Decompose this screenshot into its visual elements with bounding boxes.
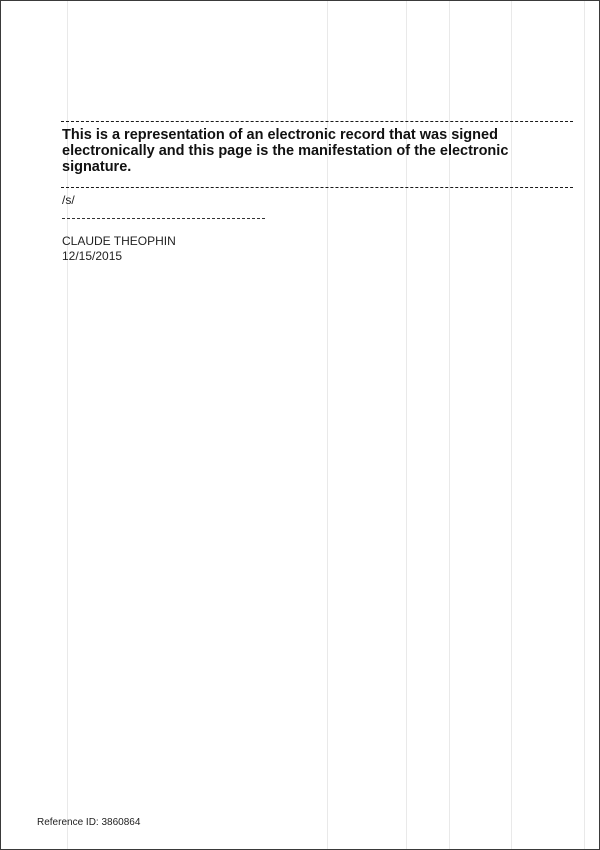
signed-date: 12/15/2015	[62, 249, 123, 263]
signature-line	[62, 218, 265, 219]
reference-id: Reference ID: 3860864	[37, 817, 141, 828]
top-divider	[61, 121, 573, 122]
scan-streak	[584, 1, 585, 849]
bottom-divider	[61, 187, 573, 188]
signature-mark: /s/	[62, 193, 75, 207]
signature-notice-heading: This is a representation of an electronic record that was signed electronically and this page is the manifestation of the electronic signature.	[62, 127, 509, 175]
signer-name: CLAUDE THEOPHIN	[62, 234, 176, 248]
